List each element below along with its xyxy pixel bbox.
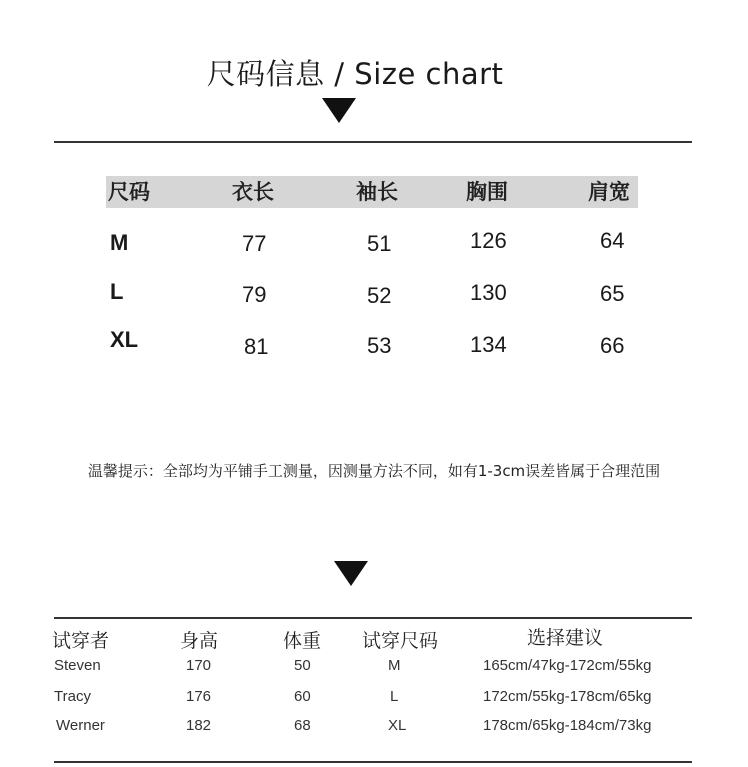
try-header-size: 试穿尺码 (362, 630, 439, 652)
tester-name: Steven (54, 657, 101, 674)
try-on-top-divider (54, 617, 692, 619)
tester-weight: 50 (294, 657, 311, 674)
size-label: M (110, 230, 129, 255)
try-header-height: 身高 (180, 630, 219, 652)
size-suggestion: 165cm/47kg-172cm/55kg (483, 657, 652, 674)
shoulder-value: 65 (600, 281, 625, 306)
shoulder-value: 64 (600, 228, 625, 253)
tester-name: Tracy (54, 688, 91, 705)
tester-size: M (388, 657, 401, 674)
chest-value: 126 (470, 228, 507, 253)
size-header-sleeve: 袖长 (356, 179, 398, 204)
chest-value: 130 (470, 280, 507, 305)
size-header-chest: 胸围 (466, 179, 508, 204)
try-header-tester: 试穿者 (52, 630, 110, 652)
size-header-size: 尺码 (108, 179, 150, 204)
tester-size: L (390, 688, 399, 705)
try-header-weight: 体重 (283, 630, 322, 652)
shoulder-value: 66 (600, 333, 625, 358)
page-title: 尺码信息 / Size chart (206, 57, 504, 91)
size-header-length: 衣长 (232, 179, 274, 204)
tester-size: XL (388, 717, 407, 734)
tester-weight: 60 (294, 688, 311, 705)
tester-height: 170 (186, 657, 212, 674)
size-suggestion: 172cm/55kg-178cm/65kg (483, 688, 652, 705)
tester-height: 176 (186, 688, 212, 705)
bottom-divider (54, 761, 692, 763)
try-header-suggestion: 选择建议 (527, 627, 604, 649)
measurement-note: 温馨提示：全部均为平铺手工测量，因测量方法不同，如有1-3cm误差皆属于合理范围 (87, 462, 661, 480)
size-label: L (110, 279, 124, 304)
size-suggestion: 178cm/65kg-184cm/73kg (483, 717, 652, 734)
down-triangle-icon (334, 561, 368, 586)
size-header-shoulder: 肩宽 (588, 179, 630, 204)
length-value: 79 (242, 282, 267, 307)
length-value: 77 (242, 231, 267, 256)
sleeve-value: 52 (367, 283, 392, 308)
length-value: 81 (244, 334, 269, 359)
tester-weight: 68 (294, 717, 311, 734)
tester-name: Werner (56, 717, 105, 734)
size-label: XL (110, 327, 139, 352)
top-divider (54, 141, 692, 143)
chest-value: 134 (470, 332, 507, 357)
down-triangle-icon (322, 98, 356, 123)
sleeve-value: 53 (367, 333, 392, 358)
sleeve-value: 51 (367, 231, 392, 256)
tester-height: 182 (186, 717, 212, 734)
